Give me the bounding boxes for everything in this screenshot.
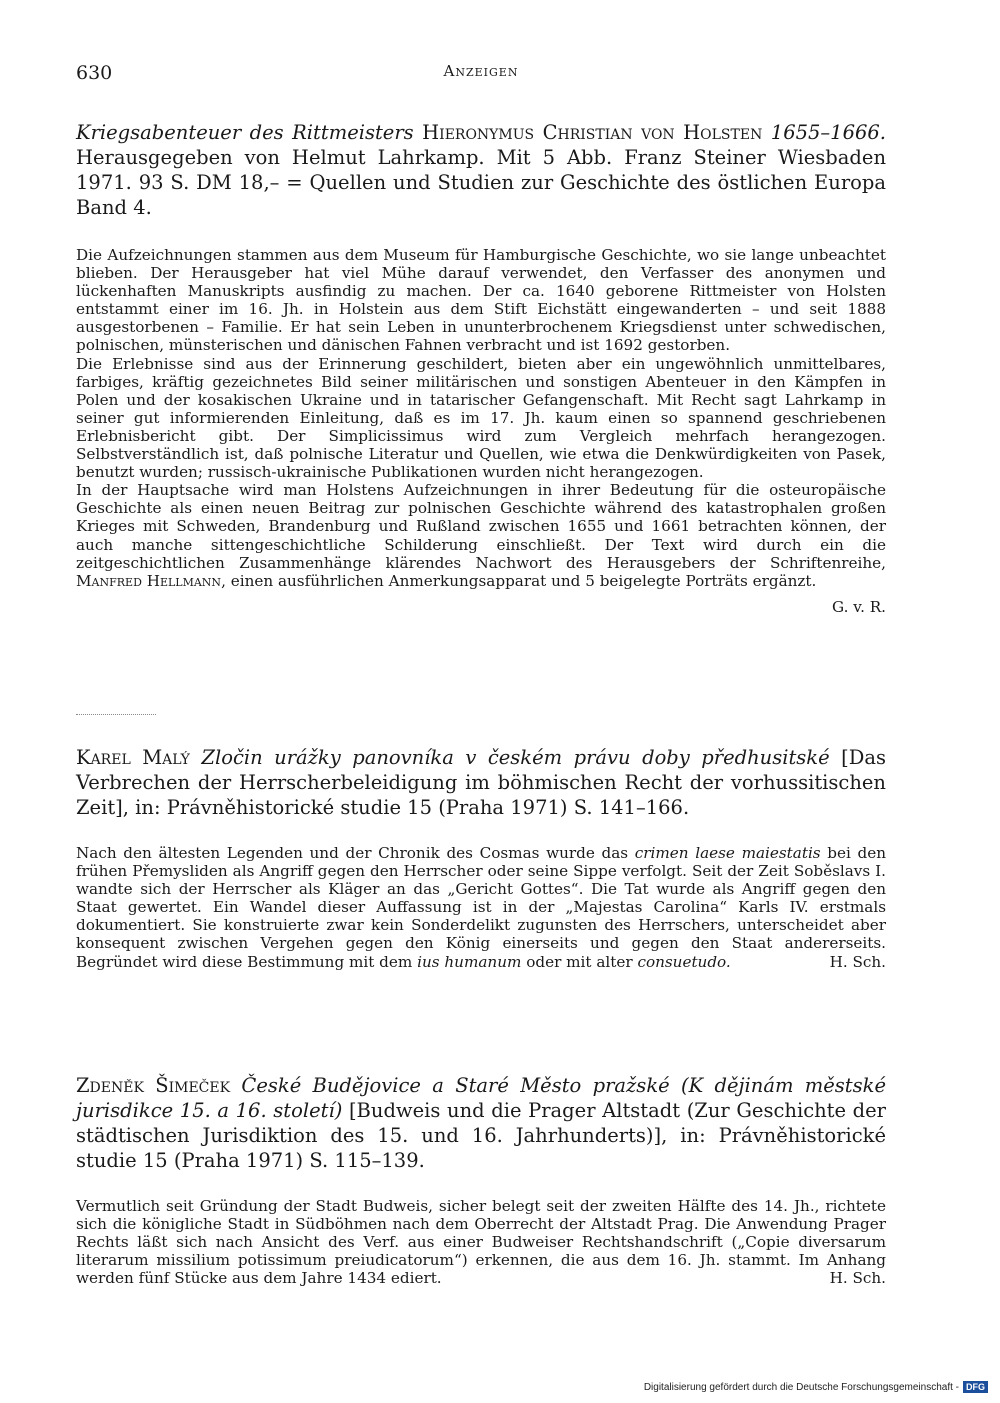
entry-2-text-c: oder mit alter xyxy=(526,952,633,971)
entry-1-heading xyxy=(76,120,886,220)
entry-1-paragraph-3-text: In der Hauptsache wird man Holstens Aufzeichnungen in ihrer Bedeutung für die osteuropäische Geschichte als einen neuen Beitrag zur polnischen Geschichte während des katastrophalen großen Krieges mit Schweden, Brandenburg und Rußland zwischen 1655 und 1661 betrachten können, der auch manche sittengeschichtliche Schilderung einschließt. Der Text wird durch ein die zeitgeschichtlichen Zusammenhänge klärendes Nachwort des Herausgebers der Schriftenreihe, xyxy=(76,481,886,572)
digitization-footer xyxy=(644,1381,988,1393)
entry-2-signature: H. Sch. xyxy=(829,952,886,971)
entry-1-paragraph-3 xyxy=(76,481,886,590)
entry-3-paragraph xyxy=(76,1197,886,1287)
running-title: Anzeigen xyxy=(443,62,519,80)
page-number: 630 xyxy=(76,62,113,84)
entry-2-body xyxy=(76,844,886,971)
entry-3-signature: H. Sch. xyxy=(829,1269,886,1288)
entry-1-paragraph-3-end: , einen ausführlichen Anmerkungsapparat und 5 beigelegte Porträts ergänzt. xyxy=(221,571,817,590)
entry-3-title: České Budějovice a Staré Město pražské (K dějinám městské jurisdikce 15. a 16. století) xyxy=(76,1074,886,1122)
entry-1-title: Kriegsabenteuer des Rittmeisters xyxy=(76,121,414,144)
entry-2-latin-1: crimen laese maiestatis xyxy=(634,844,821,862)
dfg-logo: DFG xyxy=(963,1381,988,1393)
entry-2-latin-3: consuetudo. xyxy=(637,952,731,971)
entry-1-paragraph-2: Die Erlebnisse sind aus der Erinnerung geschildert, bieten aber ein ungewöhnlich unmittelbares, farbiges, kräftig gezeichnetes Bild seiner militärischen und sonstigen Abenteuer in den Kämpfen in Polen und der kosakischen Ukraine und in tatarischer Gefangenschaft. Mit Recht sagt Lahrkamp in seiner gut informierenden Einleitung, daß es im 17. Jh. kaum einen so spannend geschriebenen Erlebnisbericht gibt. Der Simplicissimus wird zum Vergleich mehrfach herangezogen. Selbstverständlich ist, daß polnische Literatur und Quellen, wie etwa die Denkwürdigkeiten von Pasek, benutzt wurden; russisch-ukrainische Publikationen wurden nicht herangezogen. xyxy=(76,354,886,482)
entry-1-author: Hieronymus Christian von Holsten xyxy=(422,121,763,144)
entry-3-text: Vermutlich seit Gründung der Stadt Budweis, sicher belegt seit der zweiten Hälfte des 14. Jh., richtete sich die königliche Stadt in Südböhmen nach dem Oberrecht der Altstadt Prag. Die Anwendung Prager Rechts läßt sich nach Ansicht des Verf. aus einer Budweiser Rechtshandschrift („Copie diversarum literarum missilium potissimum preiudicatorum“) erkennen, die aus dem 16. Jh. stammt. Im Anhang werden fünf Stücke aus dem Jahre 1434 ediert. xyxy=(76,1197,886,1288)
footer-text: Digitalisierung gefördert durch die Deutsche Forschungsgemeinschaft - xyxy=(643,1381,959,1393)
review-entry-1 xyxy=(76,120,886,616)
entry-2-text-b: bei den frühen Přemysliden als Angriff gegen den Herrscher oder seine Sippe verfolgt. Seit der Zeit Soběslavs I. wandte sich der Herrscher als Kläger an das „Gericht Gottes“. Die Tat wurde als Angriff gegen den Staat gewertet. Ein Wandel dieser Auffassung ist in der „Majestas Carolina“ Karls IV. erstmals dokumentiert. Sie konstruierte zwar kein Sonderdelikt zugunsten des Herrschers, unterscheidet aber konsequent zwischen Vergehen gegen den König einerseits und gegen den Staat andererseits. Begründet wird diese Bestimmung mit dem xyxy=(76,844,886,971)
entry-1-body xyxy=(76,246,886,590)
entry-3-biblio: [Budweis und die Prager Altstadt (Zur Geschichte der städtischen Jurisdiktion des 15. und 16. Jahrhunderts)], in: Právněhistorické studie 15 (Praha 1971) S. 115–139. xyxy=(76,1099,887,1172)
page-header xyxy=(76,62,886,92)
section-divider xyxy=(76,714,156,717)
review-entry-2 xyxy=(76,745,886,971)
entry-3-body xyxy=(76,1197,886,1287)
entry-2-title: Zločin urážky panovníka v českém právu doby předhusitské xyxy=(201,746,830,769)
entry-1-years: 1655–1666. xyxy=(770,121,886,144)
review-entry-3 xyxy=(76,1073,886,1287)
entry-3-author: Zdeněk Šimeček xyxy=(76,1074,231,1097)
entry-1-signature: G. v. R. xyxy=(832,597,886,616)
entry-2-latin-2: ius humanum xyxy=(417,952,522,971)
entry-3-heading xyxy=(76,1073,886,1173)
entry-2-author: Karel Malý xyxy=(76,746,190,769)
entry-2-paragraph xyxy=(76,844,886,971)
entry-2-text-a: Nach den ältesten Legenden und der Chronik des Cosmas wurde das xyxy=(76,844,629,862)
editor-name: Manfred Hellmann xyxy=(76,571,222,590)
entry-1-biblio: Herausgegeben von Helmut Lahrkamp. Mit 5 Abb. Franz Steiner Wiesbaden 1971. 93 S. DM 18,– = Quellen und Studien zur Geschichte des östlichen Europa Band 4. xyxy=(76,146,886,219)
entry-2-biblio: [Das Verbrechen der Herrscherbeleidigung im böhmischen Recht der vorhussitischen Zeit], in: Právněhistorické studie 15 (Praha 1971) S. 141–166. xyxy=(76,746,887,819)
entry-1-paragraph-1: Die Aufzeichnungen stammen aus dem Museum für Hamburgische Geschichte, wo sie lange unbeachtet blieben. Der Herausgeber hat viel Mühe darauf verwendet, den Verfasser des anonymen und lückenhaften Manuskripts ausfindig zu machen. Der ca. 1640 geborene Rittmeister von Holsten entstammt einer im 16. Jh. in Holstein aus dem Stift Eichstätt eingewanderten – und seit 1888 ausgestorbenen – Familie. Er hat sein Leben in ununterbrochenem Kriegsdienst unter schwedischen, polnischen, münsterischen und dänischen Fahnen verbracht und ist 1692 gestorben. xyxy=(76,246,886,355)
entry-2-heading xyxy=(76,745,886,820)
